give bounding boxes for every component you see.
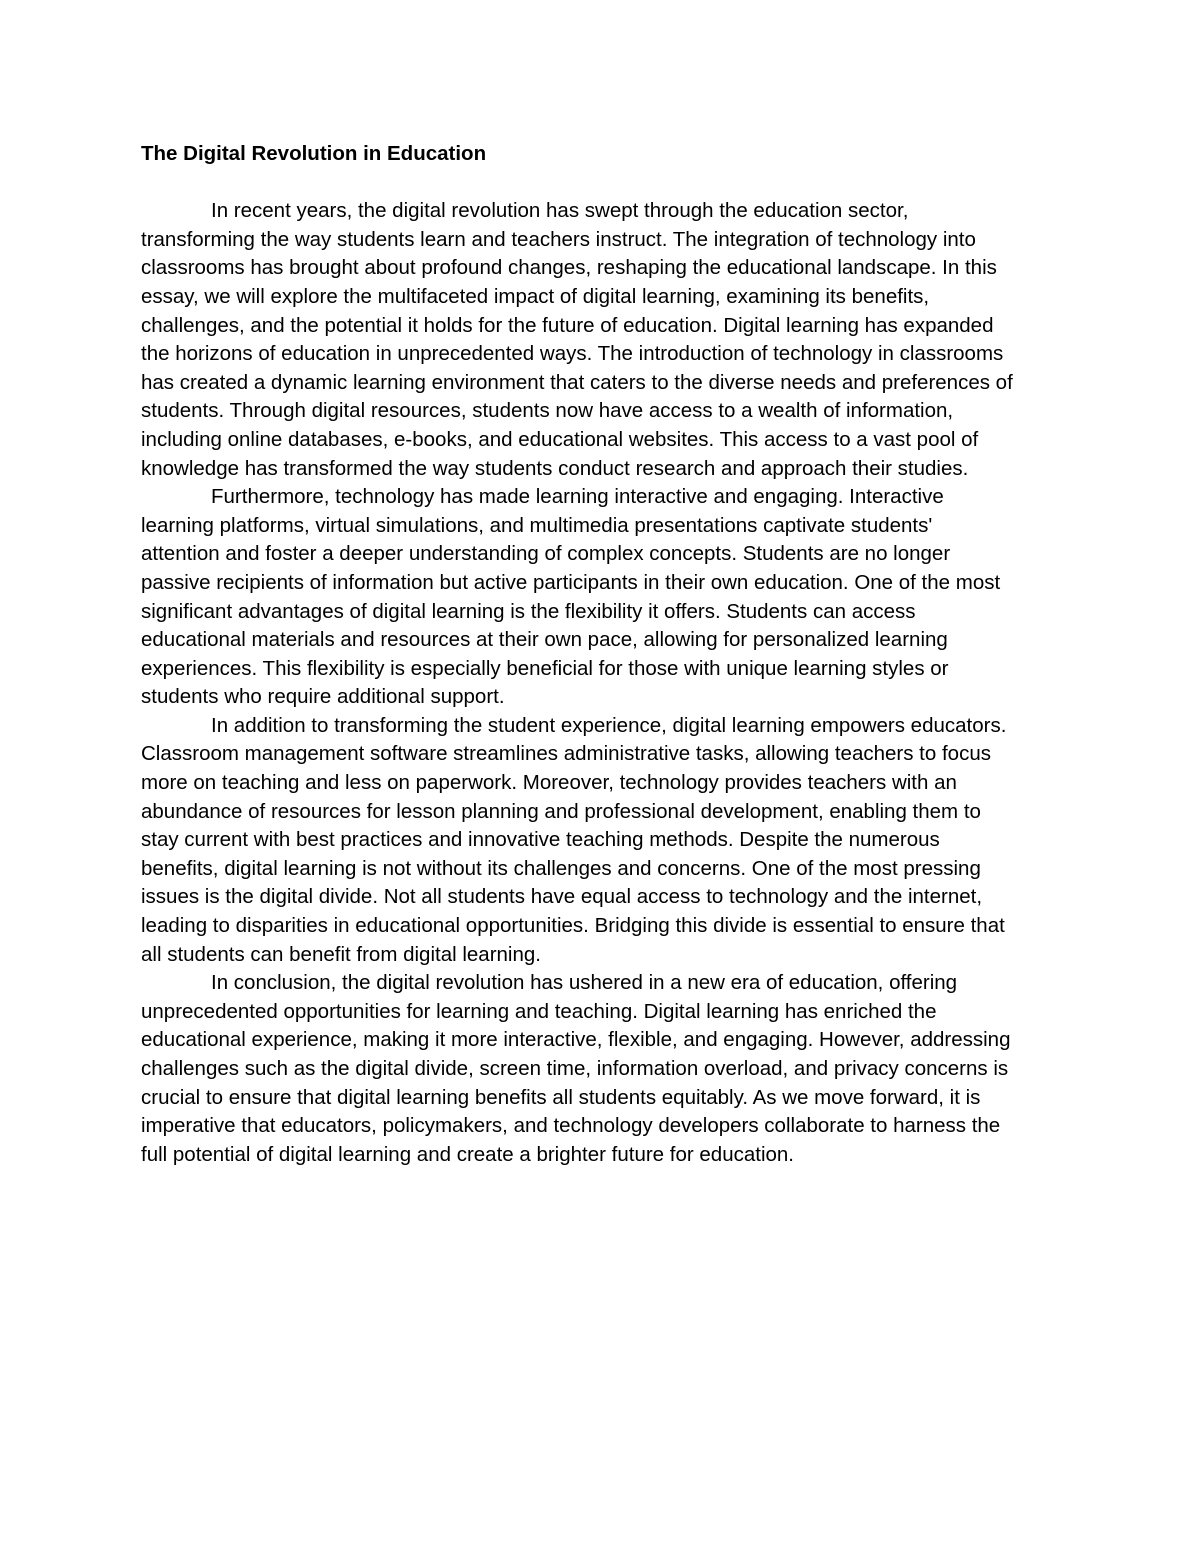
paragraph-line: challenges such as the digital divide, screen time, information overload, and privacy concerns is bbox=[141, 1057, 1009, 1080]
paragraph-line: students who require additional support. bbox=[141, 685, 505, 709]
paragraph-line: full potential of digital learning and create a brighter future for education. bbox=[141, 1142, 794, 1166]
body-paragraph bbox=[141, 969, 1066, 1169]
paragraph-line: knowledge has transformed the way students conduct research and approach their studies. bbox=[141, 456, 969, 480]
paragraph-line: more on teaching and less on paperwork. Moreover, technology provides teachers with an bbox=[141, 771, 957, 795]
paragraph-line: issues is the digital divide. Not all students have equal access to technology and the internet, bbox=[141, 885, 983, 909]
paragraph-line: challenges, and the potential it holds for the future of education. Digital learning has expanded bbox=[141, 313, 994, 337]
paragraph-line: Classroom management software streamlines administrative tasks, allowing teachers to focus bbox=[141, 742, 991, 766]
paragraph-line: classrooms has brought about profound changes, reshaping the educational landscape. In this bbox=[141, 256, 997, 280]
paragraph-line: imperative that educators, policymakers, and technology developers collaborate to harness the bbox=[141, 1114, 1001, 1138]
body-paragraph bbox=[141, 197, 1066, 483]
body-paragraph bbox=[141, 483, 1066, 712]
paragraph-line: has created a dynamic learning environment that caters to the diverse needs and preferences of bbox=[141, 370, 1013, 394]
paragraph-line: leading to disparities in educational opportunities. Bridging this divide is essential to ensure that bbox=[141, 914, 1005, 938]
paragraph-line: students. Through digital resources, students now have access to a wealth of information, bbox=[141, 399, 954, 423]
paragraph-line: benefits, digital learning is not without its challenges and concerns. One of the most pressing bbox=[141, 856, 981, 880]
paragraph-line: educational experience, making it more interactive, flexible, and engaging. However, addressing bbox=[141, 1028, 1011, 1052]
body-paragraph bbox=[141, 712, 1066, 969]
paragraph-line: transforming the way students learn and teachers instruct. The integration of technology into bbox=[141, 227, 976, 251]
paragraph-line: experiences. This flexibility is especially beneficial for those with unique learning styles or bbox=[141, 656, 949, 680]
paragraph-line: passive recipients of information but active participants in their own education. One of the most bbox=[141, 570, 1001, 594]
paragraph-line: all students can benefit from digital learning. bbox=[141, 942, 541, 966]
paragraph-line: significant advantages of digital learning is the flexibility it offers. Students can access bbox=[141, 599, 916, 623]
essay-body bbox=[141, 140, 1066, 1169]
paragraph-line: crucial to ensure that digital learning benefits all students equitably. As we move forward, it is bbox=[141, 1085, 981, 1109]
paragraph-first-line: In addition to transforming the student experience, digital learning empowers educators. bbox=[211, 713, 1007, 737]
paragraph-line: unprecedented opportunities for learning and teaching. Digital learning has enriched the bbox=[141, 999, 937, 1023]
paragraph-first-line: In recent years, the digital revolution has swept through the education sector, bbox=[211, 199, 909, 223]
paragraph-line: attention and foster a deeper understanding of complex concepts. Students are no longer bbox=[141, 542, 951, 566]
paragraph-first-line: Furthermore, technology has made learning interactive and engaging. Interactive bbox=[211, 485, 944, 509]
paragraph-line: essay, we will explore the multifaceted impact of digital learning, examining its benefits, bbox=[141, 284, 930, 308]
paragraph-line: abundance of resources for lesson planning and professional development, enabling them to bbox=[141, 799, 981, 823]
paragraph-list bbox=[141, 197, 1066, 1169]
paragraph-line: the horizons of education in unprecedented ways. The introduction of technology in classrooms bbox=[141, 342, 1004, 366]
paragraph-first-line: In conclusion, the digital revolution has ushered in a new era of education, offering bbox=[211, 971, 958, 995]
paragraph-line: stay current with best practices and innovative teaching methods. Despite the numerous bbox=[141, 828, 940, 852]
paragraph-line: including online databases, e-books, and educational websites. This access to a vast pool of bbox=[141, 427, 979, 451]
paragraph-line: educational materials and resources at their own pace, allowing for personalized learning bbox=[141, 628, 948, 652]
document-title: The Digital Revolution in Education bbox=[141, 142, 487, 165]
paragraph-line: learning platforms, virtual simulations, and multimedia presentations captivate students' bbox=[141, 513, 933, 537]
